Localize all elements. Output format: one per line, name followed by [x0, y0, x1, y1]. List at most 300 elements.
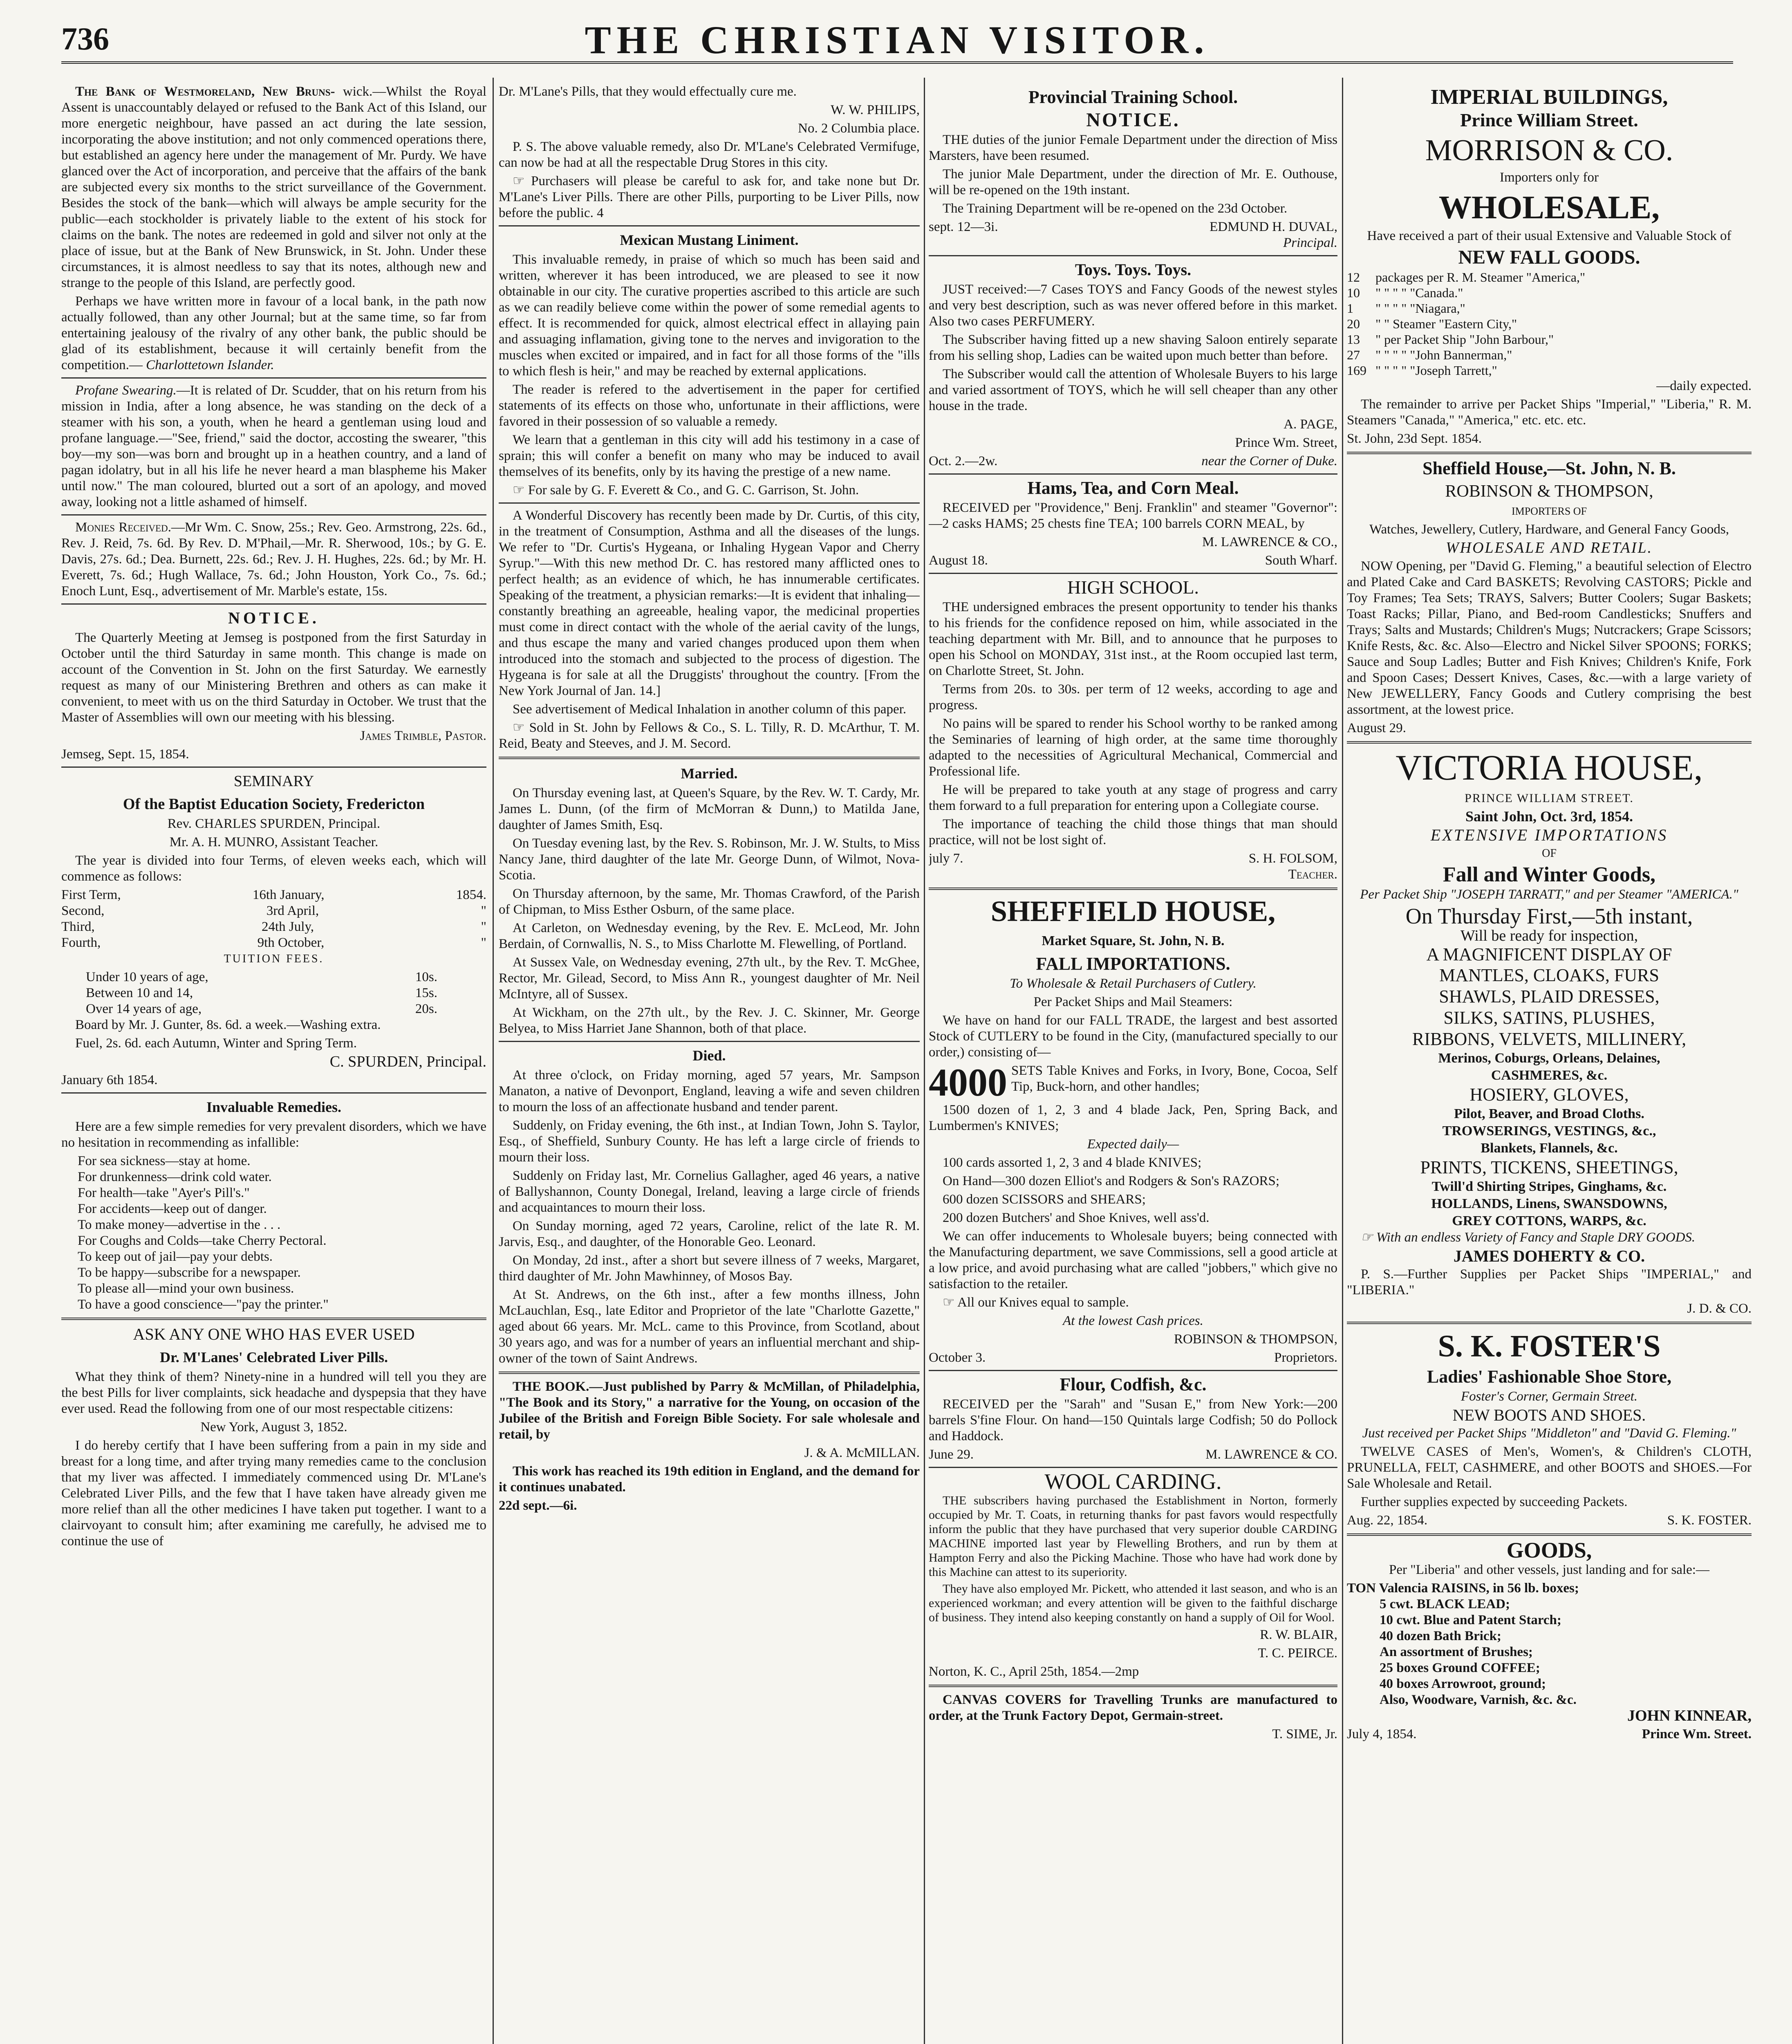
fee-row: [61, 969, 486, 985]
goods-line: Blankets, Flannels, &c.: [1481, 1141, 1618, 1156]
morrison-title: MORRISON & CO.: [1425, 134, 1673, 167]
remedies-title: Invaluable Remedies.: [206, 1099, 341, 1115]
shipment-desc: " " " " "Niagara,": [1375, 301, 1465, 316]
victoria-ps: P. S.—Further Supplies per Packet Ships "IMPERIAL," and "LIBERIA.": [1347, 1267, 1752, 1298]
sheffield-date: October 3.: [929, 1350, 986, 1365]
remedies-list: [61, 1153, 486, 1313]
foster-text: Further supplies expected by succeeding Packets.: [1361, 1495, 1628, 1509]
training-text: THE duties of the junior Female Department under the direction of Miss Marsters, have been resumed.: [929, 132, 1337, 163]
divider: [499, 1041, 920, 1042]
divider: [61, 1092, 486, 1094]
ask-text: What they think of them? Ninety-nine in a hundred will tell you they are the best Pills for liver complaints, sick headache and dyspepsia that they have ever used. Read the following from one of our most respectable citizens:: [61, 1369, 486, 1416]
pills-warning: [499, 173, 920, 221]
term-row: [61, 903, 486, 919]
column-1: [61, 84, 486, 2044]
remedy-item: To keep out of jail—pay your debts.: [78, 1249, 273, 1264]
term-date: 3rd April,: [266, 903, 319, 918]
fee-amount: 20s.: [415, 1002, 437, 1016]
seminary-board: Board by Mr. J. Gunter, 8s. 6d. a week.—Washing extra.: [75, 1018, 381, 1032]
fee-label: Over 14 years of age,: [86, 1002, 202, 1016]
pills-text: Dr. M'Lane's Pills, that they would effectually cure me.: [499, 84, 797, 99]
article-text: [61, 294, 486, 373]
victoria-thursday: On Thursday First,—5th instant,: [1405, 904, 1693, 928]
article-text: —Mr Wm. C. Snow, 25s.; Rev. Geo. Armstrong, 22s. 6d., Rev. J. Reid, 7s. 6d. By Rev. D. M'Phail,—Mr. R. Sherwood, 10s.; by G. E. Davis, 27s. 6d.; Dea. Burnett, 22s. 6d.; Rev. J. H. Hughes, 22s. 6d.; by Mr. H. Everett, 7s. 6d.; Hugh Wallace, 7s. 6d.; John Houston, York Co., 7s. 6d.; Enoch Lunt, Esq., advertisement of Mr. Marble's estate, 15s.: [61, 520, 486, 598]
died-title: Died.: [692, 1047, 726, 1064]
pills-ps: P. S. The above valuable remedy, also Dr. M'Lane's Celebrated Vermifuge, can now be had at all the respectable Drug Stores in this city.: [499, 139, 920, 170]
book-text: THE BOOK.—Just published by Parry & McMillan, of Philadelphia, "The Book and its Story," a narrative for the Young, on occasion of the Jubilee of the British and Foreign Bible Society. For sale wholesale and retail, by: [499, 1379, 920, 1442]
goods-list: [1347, 1580, 1752, 1708]
goods-line: CASHMERES, &c.: [1491, 1068, 1608, 1083]
wool-carding-title: WOOL CARDING.: [1044, 1469, 1222, 1494]
died-item: At three o'clock, on Friday morning, aged 57 years, Mr. Sampson Manaton, a native of Devonport, England, leaving a wife and seven children to mourn the loss of an affectionate husband and tender parent.: [499, 1068, 920, 1114]
goods-line: Twill'd Shirting Stripes, Ginghams, &c.: [1431, 1179, 1667, 1194]
pointing-hand-icon: ☞: [943, 1295, 958, 1310]
term-date: 24th July,: [262, 919, 314, 934]
remedy-item: To be happy—subscribe for a newspaper.: [78, 1265, 301, 1280]
divider: [499, 225, 920, 226]
term-row: [61, 919, 486, 935]
goods-signature: JOHN KINNEAR,: [1627, 1707, 1752, 1724]
mustang-sale: [499, 482, 920, 498]
divider: [1347, 741, 1752, 744]
shipment-desc: " " " " "Joseph Tarrett,": [1375, 363, 1497, 378]
victoria-endless: [1347, 1230, 1752, 1246]
mustang-title: Mexican Mustang Liniment.: [620, 232, 799, 248]
canvas-covers-text: CANVAS COVERS for Travelling Trunks are manufactured to order, at the Trunk Factory Depot, Germain-street.: [929, 1692, 1337, 1723]
shipment-row: [1347, 300, 1752, 316]
ask-testimonial: I do hereby certify that I have been suffering from a pain in my side and breast for a long time, and after trying many remedies came to the conclusion that my liver was affected. I immediately commenced using Dr. M'Lane's Celebrated Liver Pills, and the few that I have taken have already given me more relief than all the other medicines I have taken put together. I want to a clairvoyant to consult him; after examining me carefully, he advised me to continue the use of: [61, 1438, 486, 1549]
fee-amount: 15s.: [415, 986, 437, 1000]
imperial-title: IMPERIAL BUILDINGS,: [1430, 85, 1668, 109]
foster-subtitle: Ladies' Fashionable Shoe Store,: [1427, 1367, 1672, 1387]
victoria-ps-signature: J. D. & CO.: [1687, 1301, 1752, 1316]
mustang-text: We learn that a gentleman in this city will add his testimony in a case of sprain; this will confer a benefit on many who may be induced to avail themselves of its benefits, only by its having the prestige of a new name.: [499, 433, 920, 479]
died-item: Suddenly, on Friday evening, the 6th inst., at Indian Town, John S. Taylor, Esq., of Sheffield, Sunbury County. He has left a large circle of friends to mourn their loss.: [499, 1118, 920, 1165]
morrison-new-fall: NEW FALL GOODS.: [1458, 247, 1640, 268]
victoria-endless-text: With an endless Variety of Fancy and Staple DRY GOODS.: [1376, 1230, 1696, 1245]
victoria-extensive: EXTENSIVE IMPORTATIONS: [1430, 826, 1668, 844]
sheffield-address: Market Square, St. John, N. B.: [1042, 933, 1225, 948]
died-item: On Monday, 2d inst., after a short but severe illness of 7 weeks, Margaret, third daughter of Mr. John Mawhinney, of Mosos Bay.: [499, 1253, 920, 1284]
mustang-sale-text: For sale by G. F. Everett & Co., and G. C. Garrison, St. John.: [528, 483, 859, 498]
sheffield-low: At the lowest Cash prices.: [1063, 1313, 1203, 1328]
goods-line: Pilot, Beaver, and Broad Cloths.: [1454, 1106, 1644, 1121]
term-row: [61, 887, 486, 903]
training-text: The junior Male Department, under the direction of Mr. E. Outhouse, will be re-opened on the 19th instant.: [929, 167, 1337, 197]
goods-date: July 4, 1854.: [1347, 1727, 1417, 1741]
training-role: Principal.: [1283, 235, 1337, 250]
goods-line: TROWSERINGS, VESTINGS, &c.,: [1442, 1123, 1656, 1139]
book-signature: J. & A. McMILLAN.: [804, 1446, 920, 1460]
high-school-text: Terms from 20s. to 30s. per term of 12 weeks, according to age and progress.: [929, 682, 1337, 713]
died-item: On Sunday morning, aged 72 years, Caroline, relict of the late R. M. Jarvis, Esq., and daughter, of the Honorable Geo. Leonard.: [499, 1219, 920, 1249]
high-school-role: Teacher.: [1288, 867, 1337, 882]
fees-title: TUITION FEES.: [224, 953, 324, 965]
shipment-row: [1347, 363, 1752, 378]
pointing-hand-icon: ☞: [513, 174, 531, 188]
morrison-have: Have received a part of their usual Extensive and Valuable Stock of: [1367, 229, 1732, 243]
canvas-covers-signature: T. SIME, Jr.: [1272, 1727, 1337, 1741]
divider: [61, 603, 486, 605]
sheffield-sample: [929, 1295, 1337, 1311]
shipment-qty: 13: [1347, 332, 1360, 347]
book-text-2: This work has reached its 19th edition in England, and the demand for it continues unabated.: [499, 1464, 920, 1495]
fee-row: [61, 1001, 486, 1017]
foster-new: NEW BOOTS AND SHOES.: [1452, 1406, 1646, 1424]
toys-text: The Subscriber would call the attention of Wholesale Buyers to his large and varied assortment of TOYS, which he will sell cheaper than any other house in the trade.: [929, 367, 1337, 413]
high-school-text: THE undersigned embraces the present opportunity to tender his thanks to his friends for the confidence reposed on him, while associated in the teaching department with Mr. Bill, and to announce that he purposes to open his School on MONDAY, 31st inst., at the Room occupied last term, on Charlotte Street, St. John.: [929, 600, 1337, 678]
term-date: 9th October,: [257, 935, 325, 950]
divider: [929, 1467, 1337, 1468]
seminary-assistant: Mr. A. H. MUNRO, Assistant Teacher.: [169, 835, 379, 849]
flour-text: RECEIVED per the "Sarah" and "Susan E," from New York:—200 barrels S'fine Flour. On hand—150 Quintals large Codfish; 50 do Pollock and Haddock.: [929, 1397, 1337, 1443]
goods-item: 10 cwt. Blue and Patent Starch;: [1380, 1613, 1561, 1627]
divider: [1347, 1322, 1752, 1324]
article-bank: [61, 84, 486, 291]
divider: [929, 255, 1337, 256]
victoria-title: VICTORIA HOUSE,: [1396, 748, 1703, 788]
shipment-row: [1347, 347, 1752, 363]
toys-date-row: [929, 453, 1337, 469]
flour-title: Flour, Codfish, &c.: [1060, 1374, 1207, 1394]
divider: [929, 473, 1337, 475]
goods-address: Prince Wm. Street.: [1642, 1727, 1752, 1741]
victoria-goods-list: [1347, 965, 1752, 1230]
morrison-remainder: The remainder to arrive per Packet Ships "Imperial," "Liberia," R. M. Steamers "Canada," "America," etc. etc. etc.: [1347, 397, 1752, 428]
goods-date-row: [1347, 1726, 1752, 1742]
victoria-fall-winter: Fall and Winter Goods,: [1443, 863, 1656, 886]
divider: [929, 1370, 1337, 1371]
remedy-item: For health—take "Ayer's Pill's.": [78, 1186, 250, 1200]
flour-signature: M. LAWRENCE & CO.: [1205, 1447, 1337, 1462]
rt-goods: Watches, Jewellery, Cutlery, Hardware, and General Fancy Goods,: [1369, 522, 1729, 537]
discovery-see: See advertisement of Medical Inhalation in another column of this paper.: [513, 702, 907, 717]
hams-date-row: [929, 553, 1337, 569]
seminary-fees: [61, 969, 486, 1017]
term-name: First Term,: [61, 888, 121, 902]
article-source: Charlottetown Islander.: [146, 358, 274, 372]
married-item: On Tuesday evening last, by the Rev. S. Robinson, Mr. J. W. Stults, to Miss Nancy Jane, third daughter of the late Mr. George Dunn, of Wilmot, Nova-Scotia.: [499, 836, 920, 883]
died-item: Suddenly on Friday last, Mr. Cornelius Gallagher, aged 46 years, a native of Ballyshannon, County Donegal, Ireland, leaving a large circle of friends and acquaintances to mourn their loss.: [499, 1168, 920, 1215]
rt-title: ROBINSON & THOMPSON,: [1445, 482, 1653, 501]
goods-per: Per "Liberia" and other vessels, just landing and for sale:—: [1389, 1562, 1709, 1577]
remedy-item: To have a good conscience—"pay the printer.": [78, 1297, 329, 1312]
high-school-title: HIGH SCHOOL.: [1067, 577, 1199, 598]
married-item: At Sussex Vale, on Wednesday evening, 27th ult., by the Rev. T. McGhee, Rector, Mr. Gilead, Secord, to Miss Ann R., youngest daughter of Mr. Neil McIntyre, all of Sussex.: [499, 955, 920, 1002]
goods-item: An assortment of Brushes;: [1380, 1645, 1533, 1659]
toys-signature: A. PAGE,: [1284, 417, 1337, 432]
high-school-signature: S. H. FOLSOM,: [1248, 851, 1337, 866]
high-school-sig-row: [929, 851, 1337, 867]
remedy-item: For sea sickness—stay at home.: [78, 1154, 251, 1168]
shipment-qty: 10: [1347, 285, 1360, 300]
article-title: Monies Received.: [75, 520, 171, 535]
sheffield-per: Per Packet Ships and Mail Steamers:: [1033, 995, 1233, 1009]
divider: [499, 757, 920, 759]
goods-line: SHAWLS, PLAID DRESSES,: [1439, 986, 1660, 1006]
foster-title: S. K. FOSTER'S: [1438, 1329, 1661, 1363]
shipment-qty: 20: [1347, 316, 1360, 331]
article-title: Profane Swearing.: [75, 383, 177, 398]
goods-item: 40 boxes Arrowroot, ground;: [1380, 1676, 1546, 1691]
mustang-text: The reader is refered to the advertisement in the paper for certified statements of its effects on those who, unfortunate in their afflictions, were favored in their possession of so valuable a remedy.: [499, 382, 920, 429]
remedy-item: For accidents—keep out of danger.: [78, 1201, 267, 1216]
pills-warning-text: Purchasers will please be careful to ask for, and take none but Dr. M'Lane's Liver Pills. There are other Pills, purporting to be Liver Pills, now before the public.: [499, 174, 920, 220]
article-text: Perhaps we have written more in favour of a local bank, in the path now actually followed, than any other Journal; but at the same time, so far from entertaining jealousy of the rivalry of any other bank, the public should be glad of its establishment, because it will certainly benefit from the competition.—: [61, 294, 486, 372]
imperial-subtitle: Prince William Street.: [1460, 110, 1638, 130]
foster-corner: Foster's Corner, Germain Street.: [1460, 1389, 1638, 1404]
seminary-subtitle: Of the Baptist Education Society, Fredericton: [123, 796, 425, 813]
hams-date: August 18.: [929, 553, 988, 568]
ask-date: New York, August 3, 1852.: [200, 1420, 347, 1434]
goods-line: SILKS, SATINS, PLUSHES,: [1443, 1008, 1655, 1028]
rt-wholesale: WHOLESALE AND RETAIL.: [1446, 539, 1653, 556]
ask-title: ASK ANY ONE WHO HAS EVER USED: [133, 1325, 415, 1343]
pills-number: 4: [597, 206, 604, 220]
goods-line: PRINTS, TICKENS, SHEETINGS,: [1420, 1157, 1678, 1177]
divider: [61, 377, 486, 379]
article-swearing: [61, 383, 486, 510]
column-rule: [924, 78, 925, 2044]
foster-just: Just received per Packet Ships "Middleton" and "David G. Fleming.": [1362, 1426, 1736, 1441]
notice-text: The Quarterly Meeting at Jemseg is postponed from the first Saturday in October until the third Saturday in same month. This change is made on account of the Convention in St. John on the first Saturday. We earnestly request as many of our Ministering Brethren and others as can make it convenient, to meet with us on the third Saturday in October. We trust that the Master of Assemblies will own our meeting with his blessing.: [61, 630, 486, 725]
died-list: [499, 1067, 920, 1367]
high-school-text: No pains will be spared to render his School worthy to be ranked among the Seminaries of learning of high order, at the same time thoroughly adapted to the necessities of Agricultural Mechanical, Commercial and Professional life.: [929, 716, 1337, 779]
training-sig-row: [929, 219, 1337, 235]
married-item: At Wickham, on the 27th ult., by the Rev. J. C. Skinner, Mr. George Belyea, to Miss Harriet Jane Shannon, both of that place.: [499, 1005, 920, 1036]
column-3: [929, 84, 1337, 2044]
foster-date-row: [1347, 1513, 1752, 1529]
died-item: At St. Andrews, on the 6th inst., after a few months illness, John McLauchlan, Esq., late Editor and Proprietor of the late "Charlotte Gazette," aged about 66 years. Mr. McL. came to this Province, from Scotland, about 30 years ago, and was for a number of years an influential merchant and ship-owner of the town of Saint Andrews.: [499, 1287, 920, 1366]
remedy-item: For drunkenness—drink cold water.: [78, 1170, 272, 1184]
shipment-row: [1347, 316, 1752, 332]
sheffield-text: 200 dozen Butchers' and Shoe Knives, well ass'd.: [943, 1210, 1210, 1225]
divider: [499, 502, 920, 504]
pointing-hand-icon: ☞: [1361, 1230, 1376, 1245]
term-date: 16th January,: [252, 888, 325, 902]
term-year: ": [481, 903, 486, 918]
fee-label: Under 10 years of age,: [86, 970, 208, 984]
foster-date: Aug. 22, 1854.: [1347, 1513, 1428, 1528]
victoria-signature: JAMES DOHERTY & CO.: [1453, 1247, 1645, 1265]
sheffield-to: To Wholesale & Retail Purchasers of Cutlery.: [1010, 976, 1257, 991]
shipment-row: [1347, 332, 1752, 347]
article-text: wick.—Whilst the Royal Assent is unaccountably delayed or refused to the Bank Act of this Island, our more energetic neighbour, have passed an act during the late session, incorporating the above institution; and not only commenced operations there, but established an agency here under the management of Mr. Purdy. We have glanced over the Act of incorporation, and perceive that the affairs of the bank are subjected every six months to the strict surveillance of the Government. Besides the stock of the bank—which will always be ample security for the public—each stockholder is privately liable to the extent of his stock for claims on the bank. The notes are redeemed in gold and silver not only at the place of issue, but at the Bank of New Brunswick, in St. John. Under these circumstances, it is almost needless to say that its notes, although new and strange to the people of this Island, are perfectly good.: [61, 84, 486, 290]
goods-item: 5 cwt. BLACK LEAD;: [1380, 1597, 1510, 1611]
discovery-sold-text: Sold in St. John by Fellows & Co., S. L. Tilly, R. D. McArthur, T. M. Reid, Beaty and Steeves, and J. M. Secord.: [499, 720, 920, 751]
sheffield-text: On Hand—300 dozen Elliot's and Rodgers & Son's RAZORS;: [943, 1174, 1280, 1188]
married-item: On Thursday evening last, at Queen's Square, by the Rev. W. T. Cardy, Mr. James L. Dunn, (of the firm of McMorran & Dunn,) to Matilda Jane, daughter of James Smith, Esq.: [499, 786, 920, 832]
toys-address: Prince Wm. Street,: [1235, 435, 1337, 450]
goods-line: HOLLANDS, Linens, SWANSDOWNS,: [1431, 1196, 1667, 1211]
victoria-of: OF: [1542, 847, 1557, 860]
morrison-date: St. John, 23d Sept. 1854.: [1347, 431, 1482, 446]
shipment-desc: " per Packet Ship "John Barbour,": [1375, 332, 1554, 347]
high-school-text: He will be prepared to take youth at any stage of progress and carry them forward to a full preparation for entering upon a Collegiate course.: [929, 782, 1337, 813]
foster-signature: S. K. FOSTER.: [1667, 1513, 1752, 1528]
rt-text: NOW Opening, per "David G. Fleming," a beautiful selection of Electro and Plated Cake and Card BASKETS; Revolving CASTORS; Pickle and Toy Frames; Tea Sets; TRAYS, Salvers; Butter Coolers; Sugar Baskets; Toast Racks; Pillar, Piano, and Bed-room Candlesticks; Snuffers and Trays; Salts and Mustards; Children's Mugs; Nutcrackers; Grape Scissors; Knife Rests, &c. &c. Also—Electro and Nickel Silver SPOONS; FORKS; Sauce and Soup Ladles; Butter and Fish Knives; Children's Knife, Fork and Spoon Cases; Dessert Knives, Cases, &c.—with a large variety of New JEWELLERY, Fancy Goods and Cutlery comprising the best assortment, at the lowest price.: [1347, 559, 1752, 717]
wool-carding-date: Norton, K. C., April 25th, 1854.—2mp: [929, 1664, 1139, 1679]
hams-title: Hams, Tea, and Corn Meal.: [1027, 478, 1239, 498]
training-signature: EDMUND H. DUVAL,: [1210, 220, 1337, 234]
morrison-shipments: [1347, 269, 1752, 378]
column-rule: [493, 78, 494, 2044]
article-title: The Bank of Westmoreland, New Bruns-: [75, 84, 335, 99]
seminary-terms: [61, 887, 486, 951]
book-date: 22d sept.—6i.: [499, 1498, 577, 1513]
flour-date: June 29.: [929, 1447, 974, 1462]
sheffield-text: 1500 dozen of 1, 2, 3 and 4 blade Jack, Pen, Spring Back, and Lumbermen's KNIVES;: [929, 1103, 1337, 1133]
sheffield-text: 600 dozen SCISSORS and SHEARS;: [943, 1192, 1146, 1207]
divider: [61, 766, 486, 768]
seminary-signature: C. SPURDEN, Principal.: [329, 1053, 486, 1070]
toys-date: Oct. 2.—2w.: [929, 454, 998, 468]
term-name: Fourth,: [61, 935, 101, 950]
article-text: —It is related of Dr. Scudder, that on his return from his mission in India, after a long absence, he was standing on the deck of a steamer with his son, a youth, when he heard a gentleman using loud and profane language.—"See, friend," said the doctor, accosting the swearer, "this boy—my son—was born and brought up in a heathen country, and a land of pagan idolatry, but in all his life he never heard a man blaspheme his Maker until now." The man coloured, blurted out a sort of an apology, and moved away, looking not a little ashamed of himself.: [61, 383, 486, 509]
morrison-daily: —daily expected.: [1656, 379, 1752, 393]
fee-row: [61, 985, 486, 1001]
divider: [929, 888, 1337, 890]
wool-carding-text: They have also employed Mr. Pickett, who attended it last season, and who is an experienced workman; and every attention will be given to the faithful discharge of business. They intend also keeping constantly on hand a supply of Oil for Wool.: [929, 1582, 1337, 1624]
sheffield-expected: Expected daily—: [1087, 1137, 1179, 1152]
seminary-date: January 6th 1854.: [61, 1073, 158, 1087]
toys-text: The Subscriber having fitted up a new shaving Saloon entirely separate from his selling shop, Ladies can be waited upon much better than before.: [929, 332, 1337, 363]
rt-importers: IMPORTERS OF: [1511, 505, 1587, 517]
training-school-title: Provincial Training School.: [1028, 87, 1238, 107]
seminary-principal: Rev. CHARLES SPURDEN, Principal.: [167, 816, 381, 831]
hams-signature: M. LAWRENCE & CO.,: [1202, 535, 1337, 549]
shipment-desc: " " " " "John Bannerman,": [1375, 347, 1512, 362]
sheffield-text: We can offer inducements to Wholesale buyers; being connected with the Manufacturing department, we save Commissions, sell a good article at a low price, and avoid purchasing what are called "jobbers," which give no satisfaction to the retailer.: [929, 1229, 1337, 1291]
high-school-date: july 7.: [929, 851, 963, 866]
divider: [61, 1318, 486, 1320]
pills-signature: W. W. PHILIPS,: [831, 103, 920, 117]
term-name: Third,: [61, 919, 95, 934]
ask-subtitle: Dr. M'Lanes' Celebrated Liver Pills.: [160, 1349, 388, 1365]
discovery-text: A Wonderful Discovery has recently been made by Dr. Curtis, of this city, in the treatment of Consumption, Asthma and all the diseases of the lungs. We refer to "Dr. Curtis's Hygeana, or Inhaling Hygean Vapor and Cherry Syrup."—With this new method Dr. C. has restored many afflicted ones to perfect health; as an evidence of which, he has innumerable certificates. Speaking of the treatment, a physician remarks:—It is evident that inhaling—constantly breathing an agreeable, healing vapor, the medicinal properties must come in direct contact with the whole of the aerial cavity of the lungs, and thus escape the many and varied changes produced upon them when introduced into the stomach and subjected to the process of digestion. The Hygeana is for sale at all the Druggists' throughout the country. [From the New York Journal of Jan. 14.]: [499, 508, 920, 698]
term-year: ": [481, 935, 486, 950]
morrison-importers: Importers only for: [1500, 170, 1599, 185]
goods-line: Merinos, Coburgs, Orleans, Delaines,: [1438, 1051, 1660, 1066]
seminary-fuel: Fuel, 2s. 6d. each Autumn, Winter and Spring Term.: [75, 1036, 357, 1051]
sheffield-title: SHEFFIELD HOUSE,: [990, 895, 1276, 928]
term-year: ": [481, 919, 486, 934]
sheffield-text: 100 cards assorted 1, 2, 3 and 4 blade KNIVES;: [943, 1155, 1202, 1170]
training-text: The Training Department will be re-opened on the 23d October.: [943, 201, 1288, 216]
sheffield-house-title: Sheffield House,—St. John, N. B.: [1422, 458, 1676, 478]
pointing-hand-icon: ☞: [513, 483, 528, 498]
victoria-ready: Will be ready for inspection,: [1460, 927, 1638, 944]
notice-title: NOTICE.: [228, 609, 320, 627]
wool-carding-signature: R. W. BLAIR,: [1260, 1627, 1337, 1642]
divider: [61, 514, 486, 515]
victoria-date: Saint John, Oct. 3rd, 1854.: [1465, 808, 1633, 825]
seminary-title: SEMINARY: [233, 773, 314, 790]
hams-text: RECEIVED per "Providence," Benj. Franklin" and steamer "Governor":—2 casks HAMS; 25 chests fine TEA; 100 barrels CORN MEAL, by: [929, 500, 1337, 531]
monies-received: [61, 520, 486, 599]
morrison-wholesale: WHOLESALE,: [1438, 190, 1660, 226]
discovery-sold: [499, 720, 920, 752]
toys-title: Toys. Toys. Toys.: [1075, 260, 1192, 279]
toys-near: near the Corner of Duke.: [1201, 454, 1337, 468]
remedy-item: To please all—mind your own business.: [78, 1281, 294, 1296]
training-notice: NOTICE.: [1086, 109, 1180, 131]
mustang-text: This invaluable remedy, in praise of which so much has been said and written, wherever it has been introduced, we are pleased to see it now obtainable in our city. The curative properties ascribed to this article are such as we can readily believe come within the power of some remedial agents to effect. It is recommended for quick, almost electrical effect in allaying pain and assuaging inflamation, giving tone to the nerves and invigoration to the muscles when excited or impaired, and in fact for all those forms of the "ills to which flesh is heir," and may be reached by external applications.: [499, 252, 920, 379]
goods-title: GOODS,: [1506, 1538, 1592, 1562]
shipment-row: [1347, 285, 1752, 300]
sheffield-date-row: [929, 1350, 1337, 1366]
divider: [929, 573, 1337, 574]
masthead: [61, 12, 1733, 61]
shipment-row: [1347, 269, 1752, 285]
shipment-qty: 12: [1347, 270, 1360, 285]
wool-carding-signature: T. C. PEIRCE.: [1258, 1646, 1337, 1661]
married-title: Married.: [681, 765, 738, 782]
term-year: 1854.: [456, 888, 486, 902]
seminary-text: The year is divided into four Terms, of eleven weeks each, which will commence as follows:: [61, 853, 486, 884]
goods-line: RIBBONS, VELVETS, MILLINERY,: [1412, 1029, 1687, 1049]
goods-item: Also, Woodware, Varnish, &c. &c.: [1380, 1692, 1577, 1707]
pointing-hand-icon: ☞: [513, 720, 529, 735]
sheffield-fall: FALL IMPORTATIONS.: [1036, 954, 1230, 974]
shipment-qty: 27: [1347, 347, 1360, 362]
notice-date: Jemseg, Sept. 15, 1854.: [61, 747, 189, 762]
shipment-desc: " " " " "Canada.": [1375, 285, 1463, 300]
married-list: [499, 785, 920, 1037]
goods-item: 25 boxes Ground COFFEE;: [1380, 1661, 1540, 1675]
column-rule: [1342, 78, 1343, 2044]
goods-item: 40 dozen Bath Brick;: [1380, 1629, 1501, 1643]
sheffield-text: We have on hand for our FALL TRADE, the largest and best assorted Stock of CUTLERY to be found in the City, (manufactured specially to our order,) consisting of—: [929, 1013, 1337, 1060]
divider: [499, 1372, 920, 1374]
flour-date-row: [929, 1447, 1337, 1463]
remedies-text: Here are a few simple remedies for very prevalent disorders, which we have no hesitation in recommending as infallible:: [61, 1119, 486, 1150]
shipment-desc: packages per R. M. Steamer "America,": [1375, 270, 1586, 285]
sheffield-role: Proprietors.: [1274, 1350, 1337, 1365]
notice-signature: James Trimble, Pastor.: [360, 728, 486, 743]
column-4: [1347, 84, 1752, 2044]
goods-line: MANTLES, CLOAKS, FURS: [1439, 965, 1659, 985]
fee-label: Between 10 and 14,: [86, 986, 193, 1000]
hams-address: South Wharf.: [1265, 553, 1337, 568]
sheffield-signature: ROBINSON & THOMPSON,: [1174, 1332, 1337, 1347]
goods-line: HOSIERY, GLOVES,: [1469, 1085, 1629, 1105]
wool-carding-text: THE subscribers having purchased the Establishment in Norton, formerly occupied by Mr. T. Coats, in returning thanks for past favors would respectfully inform the public that they have purchased that very superior double CARDING MACHINE imported last year by Flewelling Brothers, and run by them at Hampton Ferry and also the Picking Machine. Those who have had work done by this Machine can attest to its superiority.: [929, 1494, 1337, 1579]
goods-line: GREY COTTONS, WARPS, &c.: [1452, 1213, 1646, 1228]
sheffield-sample-text: All our Knives equal to sample.: [957, 1295, 1129, 1310]
rt-date: August 29.: [1347, 721, 1406, 735]
term-name: Second,: [61, 903, 105, 918]
victoria-per: Per Packet Ship "JOSEPH TARRATT," and per Steamer "AMERICA.": [1360, 887, 1738, 902]
foster-text: TWELVE CASES of Men's, Women's, & Children's CLOTH, PRUNELLA, FELT, CASHMERE, and other BOOTS and SHOES.—For Sale Wholesale and Retail.: [1347, 1444, 1752, 1491]
victoria-street: PRINCE WILLIAM STREET.: [1465, 791, 1634, 805]
masthead-rule: [61, 61, 1733, 64]
shipment-qty: 1: [1347, 301, 1353, 316]
remedy-item: For Coughs and Colds—take Cherry Pectoral.: [78, 1233, 327, 1248]
newspaper-title: THE CHRISTIAN VISITOR.: [585, 18, 1210, 62]
divider: [1347, 452, 1752, 454]
married-item: At Carleton, on Wednesday evening, by the Rev. E. McLeod, Mr. John Berdain, of Cornwallis, N. S., to Miss Charlotte M. Flewelling, of Portland.: [499, 921, 920, 951]
high-school-text: The importance of teaching the child those things that man should practice, will not be lost sight of.: [929, 817, 1337, 847]
shipment-qty: 169: [1347, 363, 1366, 378]
shipment-desc: " " Steamer "Eastern City,": [1375, 316, 1517, 331]
goods-item: TON Valencia RAISINS, in 56 lb. boxes;: [1347, 1581, 1579, 1596]
term-row: [61, 935, 486, 951]
page-number: 736: [61, 21, 109, 56]
training-date: sept. 12—3i.: [929, 220, 998, 234]
pills-address: No. 2 Columbia place.: [798, 121, 920, 136]
fee-amount: 10s.: [415, 970, 437, 984]
